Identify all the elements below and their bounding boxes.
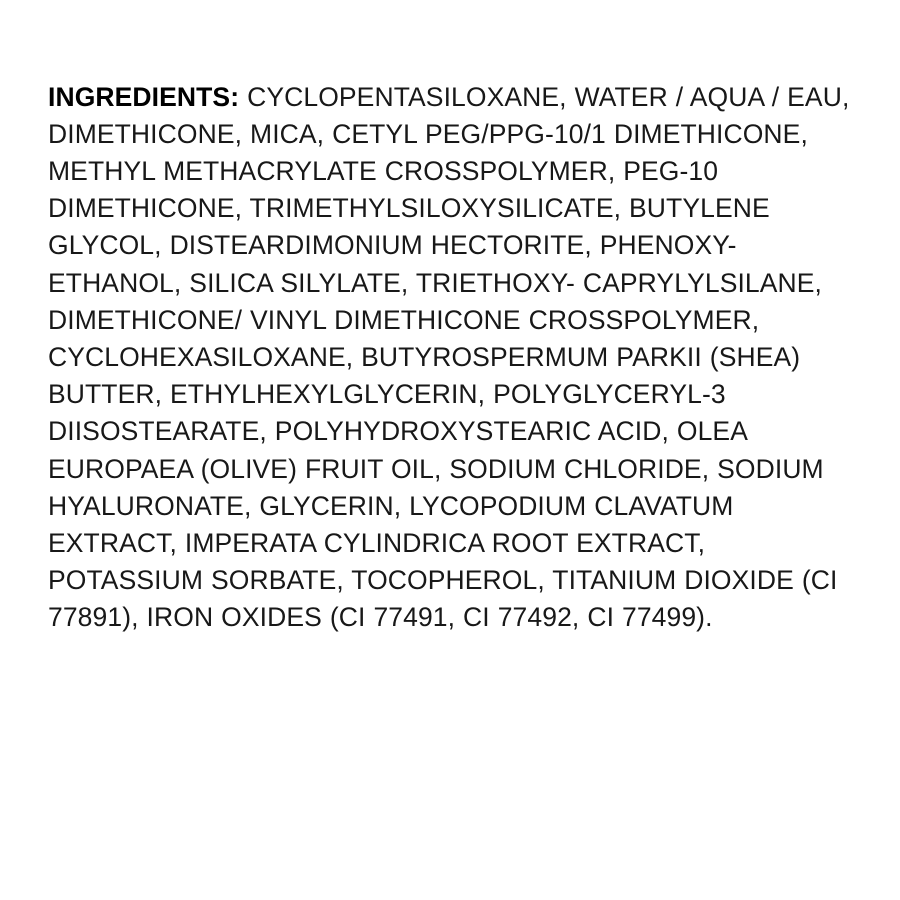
ingredients-list-text: CYCLOPENTASILOXANE, WATER / AQUA / EAU, DIMETHICONE, MICA, CETYL PEG/PPG-10/1 DIMETHICONE, METHYL METHACRYLATE CROSSPOLYMER, PEG-10 DIMETHICONE, TRIMETHYLSILOXYSILICATE, BUTYLENE GLYCOL, DISTEARDIMONIUM HECTORITE, PHENOXY- ETHANOL, SILICA SILYLATE, TRIETHOXY- CAPRYLYLSILANE, DIMETHICONE/ VINYL DIMETHICONE CROSSPOLYMER, CYCLOHEXASILOXANE, BUTYROSPERMUM PARKII (SHEA) BUTTER, ETHYLHEXYLGLYCERIN, POLYGLYCERYL-3 DIISOSTEARATE, POLYHYDROXYSTEARIC ACID, OLEA EUROPAEA (OLIVE) FRUIT OIL, SODIUM CHLORIDE, SODIUM HYALURONATE, GLYCERIN, LYCOPODIUM CLAVATUM EXTRACT, IMPERATA CYLINDRICA ROOT EXTRACT, POTASSIUM SORBATE, TOCOPHEROL, TITANIUM DIOXIDE (CI 77891), IRON OXIDES (CI 77491, CI 77492, CI 77499). — [48, 81, 850, 633]
ingredients-heading-label: INGREDIENTS: — [48, 81, 240, 112]
ingredients-paragraph — [48, 79, 852, 637]
